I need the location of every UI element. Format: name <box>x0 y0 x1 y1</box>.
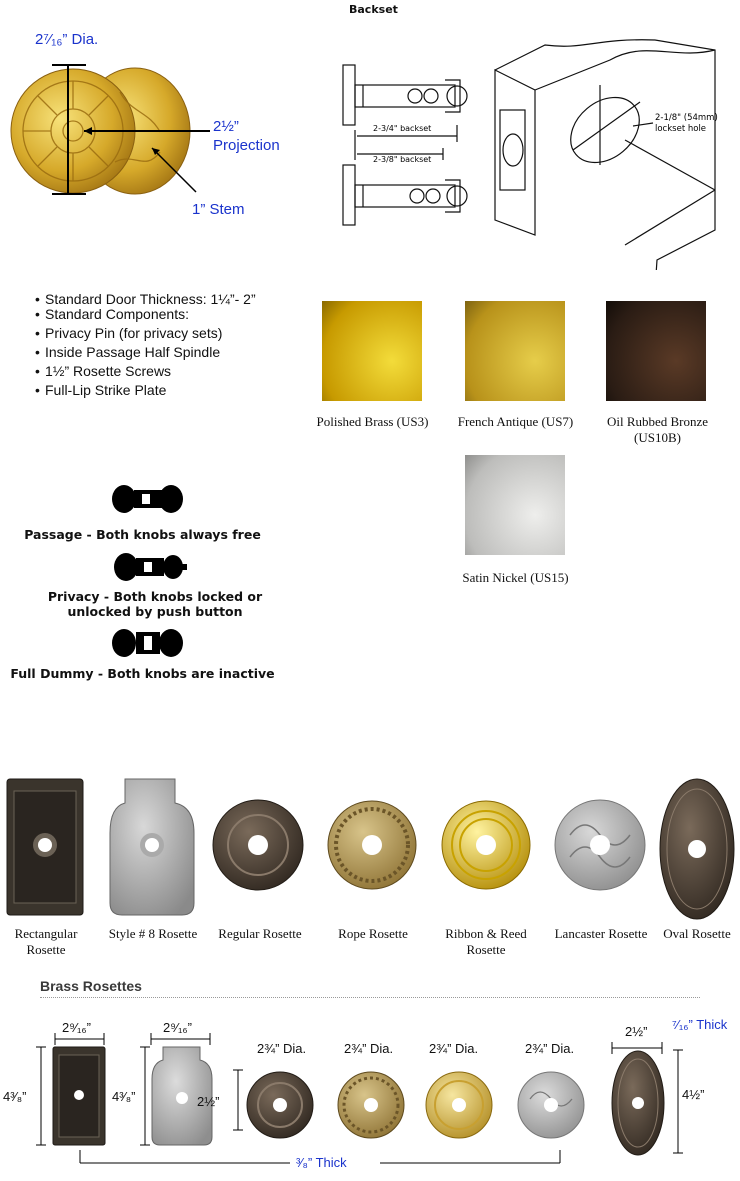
function-label-dummy: Full Dummy - Both knobs are inactive <box>10 666 275 681</box>
dim-rect-height: 4³⁄₈” <box>3 1089 27 1104</box>
rosette-rectangular <box>7 779 83 915</box>
dim-style8-height: 4³⁄₈” <box>112 1089 136 1104</box>
dim-rect-width: 2⁹⁄₁₆” <box>62 1020 91 1035</box>
dim-oval-height: 4½” <box>682 1087 705 1102</box>
dim-dia-regular: 2¾” Dia. <box>257 1041 307 1056</box>
spec-item: • 1½” Rosette Screws <box>35 362 305 381</box>
dim-style8-width: 2⁹⁄₁₆” <box>163 1020 192 1035</box>
knob-diameter-label: 2⁷⁄₁₆” Dia. <box>35 31 99 48</box>
rosette-lancaster <box>555 800 645 890</box>
spec-item: • Standard Door Thickness: 1¼”- 2” <box>35 290 305 309</box>
function-label-passage: Passage - Both knobs always free <box>24 527 261 542</box>
rosette-label: Style # 8 Rosette <box>108 926 198 941</box>
rosette-label: Ribbon & Reed Rosette <box>445 926 527 957</box>
knob-stem-label: 1” Stem <box>192 201 245 218</box>
lockset-hole-label-1: 2-1/8" (54mm) <box>655 113 718 123</box>
privacy-knob-icon <box>112 550 187 584</box>
dim-dia-ribbon: 2¾” Dia. <box>429 1041 479 1056</box>
rosette-oval <box>660 779 734 919</box>
finish-swatch-french-antique <box>465 301 565 401</box>
finish-swatch-oil-rubbed-bronze <box>606 301 706 401</box>
rosette-row <box>0 775 740 920</box>
passage-knob-icon <box>110 482 185 516</box>
dummy-knob-icon <box>110 626 185 660</box>
spec-item: • Standard Components: <box>35 305 305 324</box>
specs-list <box>35 290 305 400</box>
rosette-ribbon-reed <box>442 801 530 889</box>
backset-238-label: 2-3/8" backset <box>373 155 432 164</box>
brass-rectangular-rosette <box>53 1047 105 1145</box>
rosette-regular <box>213 800 303 890</box>
finish-label: Oil Rubbed Bronze (US10B) <box>606 414 709 445</box>
dim-style8-inner: 2½” <box>197 1094 220 1109</box>
section-divider <box>40 997 700 998</box>
brass-ribbon-reed-rosette <box>426 1072 492 1138</box>
dim-oval-width: 2½” <box>625 1024 648 1039</box>
rosette-rope <box>328 801 416 889</box>
dim-dia-rope: 2¾” Dia. <box>344 1041 394 1056</box>
finish-label: Satin Nickel (US15) <box>462 570 569 585</box>
brass-regular-rosette <box>247 1072 313 1138</box>
backset-diagram <box>335 30 735 270</box>
brass-oval-rosette <box>612 1051 664 1155</box>
finish-swatch-satin-nickel <box>465 455 565 555</box>
backset-234-label: 2-3/4" backset <box>373 124 432 133</box>
finish-label: French Antique (US7) <box>457 414 574 429</box>
rosette-style-8 <box>110 779 194 915</box>
dim-oval-thick: ⁷⁄₁₆” Thick <box>672 1017 728 1032</box>
function-label-privacy: Privacy - Both knobs locked or unlocked by push button <box>47 589 263 619</box>
rosette-label: Regular Rosette <box>218 926 302 941</box>
knob-projection-label <box>213 117 280 155</box>
rosette-label: Rectangular Rosette <box>14 926 78 957</box>
brass-rosettes-diagram <box>0 1015 740 1181</box>
spec-item: • Inside Passage Half Spindle <box>35 343 305 362</box>
dim-thick: ³⁄₈” Thick <box>296 1155 347 1170</box>
brass-rosettes-title: Brass Rosettes <box>40 978 142 994</box>
spec-item: • Full-Lip Strike Plate <box>35 381 305 400</box>
finish-swatch-polished-brass <box>322 301 422 401</box>
dim-dia-lancaster: 2¾” Dia. <box>525 1041 575 1056</box>
lockset-hole-label-2: lockset hole <box>655 124 707 134</box>
backset-title: Backset <box>349 3 398 16</box>
brass-lancaster-rosette <box>518 1072 584 1138</box>
projection-caption: Projection <box>213 137 280 154</box>
rosette-label: Oval Rosette <box>663 926 731 941</box>
rosette-label: Lancaster Rosette <box>554 926 648 941</box>
projection-value: 2½” <box>213 118 239 135</box>
brass-rope-rosette <box>338 1072 404 1138</box>
spec-item: • Privacy Pin (for privacy sets) <box>35 324 305 343</box>
rosette-label: Rope Rosette <box>338 926 408 941</box>
finish-label: Polished Brass (US3) <box>316 414 429 429</box>
